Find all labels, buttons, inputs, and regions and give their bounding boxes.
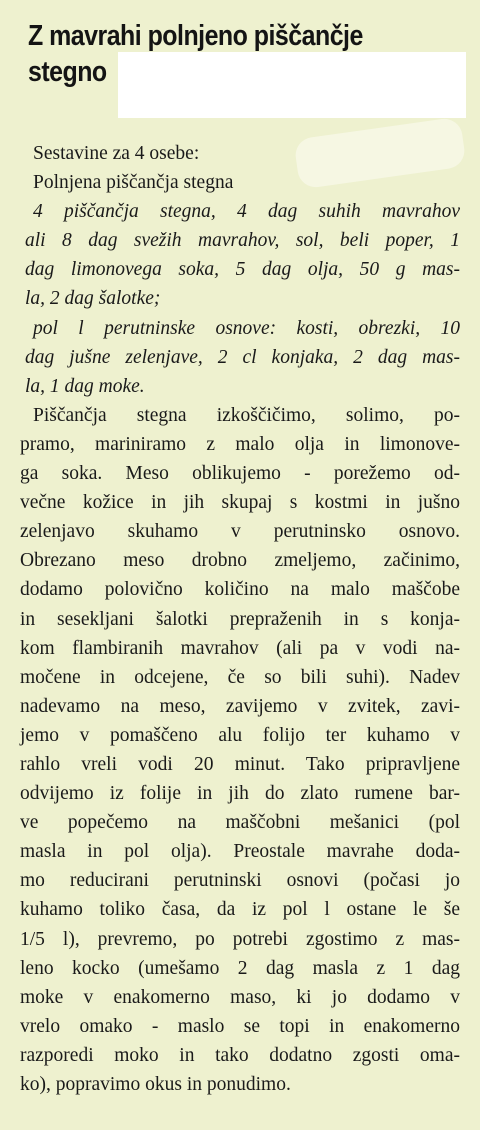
ingredient-line: ali 8 dag svežih mavrahov, sol, beli poper, 1 [25,230,460,252]
method-line: odvijemo iz folije in jih do zlato rumene bar- [20,783,460,805]
method-line: Piščančja stegna izkoščičimo, solimo, po- [33,404,460,426]
method-line: kom flambiranih mavrahov (ali pa v vodi na- [20,637,460,659]
method-line: jemo v pomaščeno alu folijo ter kuhamo v [20,724,460,746]
method-line: pramo, mariniramo z malo olja in limonove- [20,433,460,455]
method-line: močene in odcejene, če so bili suhi). Nadev [20,666,460,688]
method-line: zelenjavo skuhamo v perutninsko osnovo. [20,521,460,543]
method-line: razporedi moko in tako dodatno zgosti oma- [20,1044,460,1066]
method-line: dodamo polovično količino na malo maščobe [20,579,460,601]
title-line-2: stegno [28,56,107,88]
method-line: nadevamo na meso, zavijemo v zvitek, zavi- [20,695,460,717]
method-line: moke v enakomerno maso, ki jo dodamo v [20,986,460,1008]
method-line: večne kožice in jih skupaj s kostmi in jušno [20,492,460,514]
ingredient-line: 4 piščančja stegna, 4 dag suhih mavrahov [33,201,460,223]
title-line-1: Z mavrahi polnjeno piščančje [28,20,363,52]
method-line: Obrezano meso drobno zmeljemo, začinimo, [20,550,460,572]
right-margin [487,0,493,1130]
ingredients-subheading: Polnjena piščančja stegna [33,172,234,194]
ingredient-line: la, 2 dag šalotke; [25,288,161,310]
method-line: mo reducirani perutninski osnovi (počasi jo [20,870,460,892]
method-line: kuhamo toliko časa, da iz pol l ostane le še [20,899,460,921]
ingredient-line: dag jušne zelenjave, 2 cl konjaka, 2 dag mas- [25,346,460,368]
method-line: ga soka. Meso oblikujemo - porežemo od- [20,463,460,485]
recipe-body [0,139,480,1099]
method-line: leno kocko (umešamo 2 dag masla z 1 dag [20,957,460,979]
recipe-title [28,18,363,90]
ingredients-heading: Sestavine za 4 osebe: [33,143,200,164]
method-line: 1/5 l), prevremo, po potrebi zgostimo z mas- [20,928,460,950]
ingredient-line: pol l perutninske osnove: kosti, obrezki, 10 [33,317,460,339]
method-line: in sesekljani šalotki prepraženih in s konja- [20,608,460,630]
method-line: vrelo omako - maslo se topi in enakomerno [20,1015,460,1037]
method-line: ko), popravimo okus in ponudimo. [20,1074,291,1095]
method-line: ve popečemo na maščobni mešanici (pol [20,812,460,834]
method-line: masla in pol olja). Preostale mavrahe doda- [20,841,460,863]
ingredient-line: dag limonovega soka, 5 dag olja, 50 g mas- [25,259,460,281]
method-line: rahlo vreli vodi 20 minut. Tako pripravljene [20,753,460,775]
ingredient-line: la, 1 dag moke. [25,375,145,397]
